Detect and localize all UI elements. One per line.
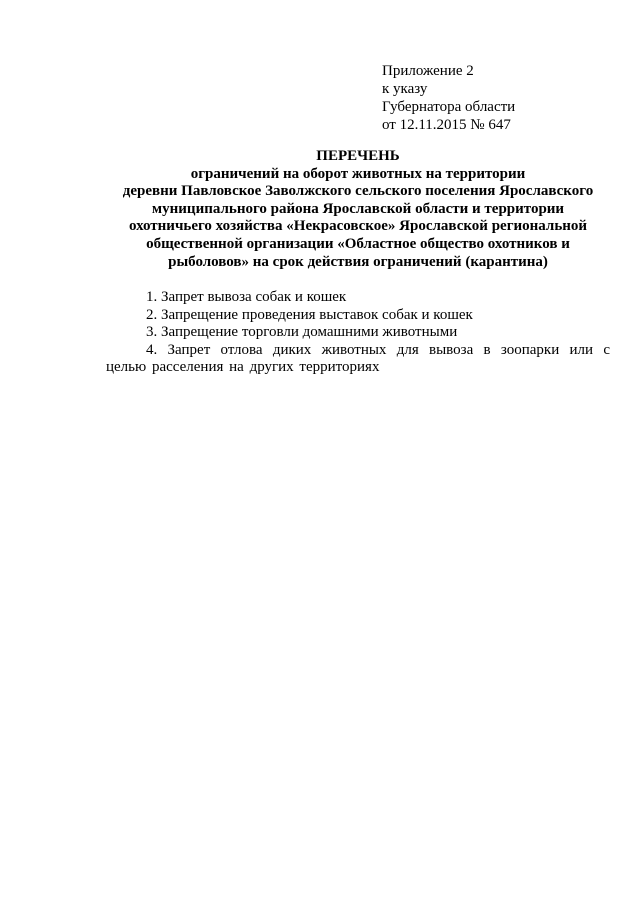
title-line: охотничьего хозяйства «Некрасовское» Ярославской региональной [128,218,588,235]
appendix-date: от 12.11.2015 № 647 [382,117,511,133]
title-line: рыболовов» на срок действия ограничений (карантина) [168,253,548,270]
title-line: муниципального района Ярославской области и территории [151,200,565,217]
title-line: общественной организации «Областное общество охотников и [146,235,570,252]
restrictions-list [106,289,610,377]
appendix-number: Приложение 2 [382,63,474,79]
document-title [100,148,616,271]
appendix-authority: Губернатора области [382,99,516,115]
appendix-reference [382,62,515,134]
list-item: 3. Запрещение торговли домашними животными [146,324,458,341]
list-item: 1. Запрет вывоза собак и кошек [146,289,347,305]
list-item: 2. Запрещение проведения выставок собак и кошек [146,306,473,323]
list-item: 4. Запрет отлова диких животных для вывоза в зоопарки или с целью расселения на других территориях [106,341,610,376]
appendix-decree: к указу [382,81,428,97]
title-line: ограничений на оборот животных на территории [190,165,526,182]
title-line: деревни Павловское Заволжского сельского поселения Ярославского [122,183,594,200]
title-heading: ПЕРЕЧЕНЬ [316,148,400,164]
